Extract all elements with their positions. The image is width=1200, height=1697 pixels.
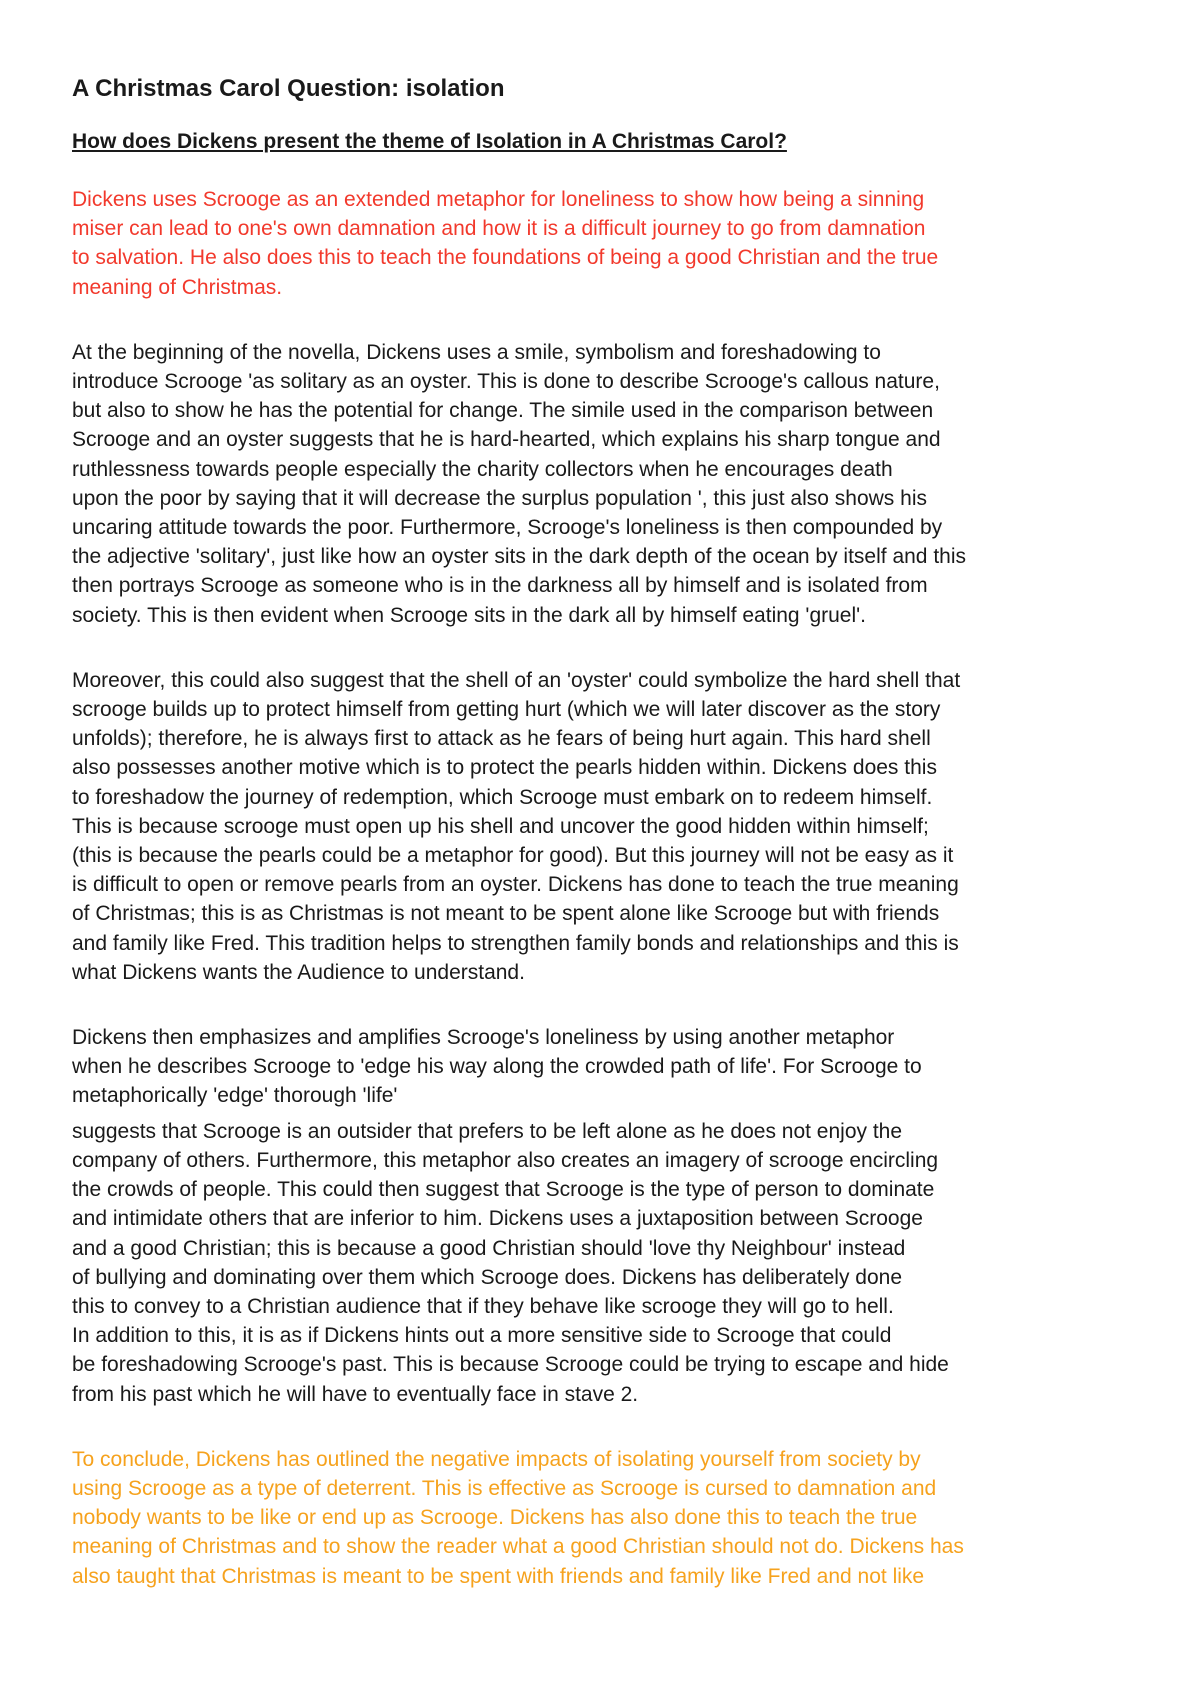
paragraph-line: what Dickens wants the Audience to understand. <box>72 960 525 984</box>
conclusion-line: To conclude, Dickens has outlined the negative impacts of isolating yourself from society by <box>72 1447 921 1471</box>
paragraph-line: This is because scrooge must open up his shell and uncover the good hidden within himself; <box>72 814 929 838</box>
conclusion-line: meaning of Christmas and to show the reader what a good Christian should not do. Dickens has <box>72 1535 964 1559</box>
paragraph-line: this to convey to a Christian audience that if they behave like scrooge they will go to hell. <box>72 1294 894 1318</box>
paragraph-line: Dickens then emphasizes and amplifies Scrooge's loneliness by using another metaphor <box>72 1026 895 1050</box>
paragraph-line: when he describes Scrooge to 'edge his way along the crowded path of life'. For Scrooge to <box>72 1055 922 1079</box>
paragraph-line: and family like Fred. This tradition helps to strengthen family bonds and relationships and this is <box>72 931 959 955</box>
conclusion-line: nobody wants to be like or end up as Scrooge. Dickens has also done this to teach the true <box>72 1506 918 1530</box>
paragraph-line: ruthlessness towards people especially the charity collectors when he encourages death <box>72 457 893 481</box>
paragraph-line: from his past which he will have to eventually face in stave 2. <box>72 1382 639 1406</box>
conclusion-paragraph <box>72 1445 1142 1591</box>
paragraph-line: the crowds of people. This could then suggest that Scrooge is the type of person to dominate <box>72 1178 935 1202</box>
paragraph-line: is difficult to open or remove pearls from an oyster. Dickens has done to teach the true meaning <box>72 873 959 897</box>
paragraph-line: of bullying and dominating over them which Scrooge does. Dickens has deliberately done <box>72 1265 902 1289</box>
paragraph-line: In addition to this, it is as if Dickens hints out a more sensitive side to Scrooge that could <box>72 1324 892 1348</box>
paragraph-line: metaphorically 'edge' thorough 'life' <box>72 1084 398 1108</box>
paragraph-line: the adjective 'solitary', just like how an oyster sits in the dark depth of the ocean by itself and this <box>72 545 966 569</box>
body-paragraph-3-part-2 <box>72 1117 1142 1409</box>
paragraph-line: upon the poor by saying that it will decrease the surplus population ', this just also shows his <box>72 486 927 510</box>
paragraph-line: also possesses another motive which is to protect the pearls hidden within. Dickens does this <box>72 756 937 780</box>
paragraph-line: then portrays Scrooge as someone who is in the darkness all by himself and is isolated from <box>72 574 928 598</box>
body-paragraph-2 <box>72 666 1142 987</box>
paragraph-line: company of others. Furthermore, this metaphor also creates an imagery of scrooge encircling <box>72 1148 939 1172</box>
essay-question: How does Dickens present the theme of Isolation in A Christmas Carol? <box>72 130 787 153</box>
paragraph-line: At the beginning of the novella, Dickens uses a smile, symbolism and foreshadowing to <box>72 340 881 364</box>
paragraph-line: Scrooge and an oyster suggests that he is hard-hearted, which explains his sharp tongue and <box>72 428 941 452</box>
paragraph-line: of Christmas; this is as Christmas is not meant to be spent alone like Scrooge but with friends <box>72 902 940 926</box>
intro-line: Dickens uses Scrooge as an extended metaphor for loneliness to show how being a sinning <box>72 188 925 211</box>
body-paragraph-3-part-1 <box>72 1023 1142 1111</box>
document-page <box>72 72 1142 1627</box>
paragraph-line: suggests that Scrooge is an outsider that prefers to be left alone as he does not enjoy the <box>72 1119 903 1143</box>
paragraph-line: society. This is then evident when Scrooge sits in the dark all by himself eating 'gruel'. <box>72 603 866 627</box>
paragraph-line: introduce Scrooge 'as solitary as an oyster. This is done to describe Scrooge's callous nature, <box>72 370 940 394</box>
conclusion-line: using Scrooge as a type of deterrent. This is effective as Scrooge is cursed to damnation and <box>72 1476 937 1500</box>
intro-line: meaning of Christmas. <box>72 275 283 299</box>
body-paragraph-1 <box>72 338 1142 630</box>
conclusion-line: also taught that Christmas is meant to be spent with friends and family like Fred and not like <box>72 1564 925 1588</box>
paragraph-line: (this is because the pearls could be a metaphor for good). But this journey will not be easy as it <box>72 844 954 868</box>
paragraph-line: be foreshadowing Scrooge's past. This is because Scrooge could be trying to escape and hide <box>72 1353 949 1377</box>
paragraph-line: Moreover, this could also suggest that the shell of an 'oyster' could symbolize the hard shell that <box>72 668 961 692</box>
paragraph-line: but also to show he has the potential for change. The simile used in the comparison between <box>72 399 934 423</box>
paragraph-line: to foreshadow the journey of redemption, which Scrooge must embark on to redeem himself. <box>72 785 933 809</box>
paragraph-line: and a good Christian; this is because a good Christian should 'love thy Neighbour' instead <box>72 1236 906 1260</box>
intro-line: miser can lead to one's own damnation and how it is a difficult journey to go from damnation <box>72 217 926 241</box>
paragraph-line: uncaring attitude towards the poor. Furthermore, Scrooge's loneliness is then compounded by <box>72 516 943 540</box>
paragraph-line: scrooge builds up to protect himself from getting hurt (which we will later discover as the story <box>72 698 941 722</box>
intro-paragraph <box>72 185 1142 302</box>
intro-line: to salvation. He also does this to teach the foundations of being a good Christian and the true <box>72 246 939 270</box>
paragraph-line: unfolds); therefore, he is always first to attack as he fears of being hurt again. This hard shell <box>72 727 931 751</box>
document-title: A Christmas Carol Question: isolation <box>72 75 505 102</box>
paragraph-line: and intimidate others that are inferior to him. Dickens uses a juxtaposition between Scrooge <box>72 1207 923 1231</box>
